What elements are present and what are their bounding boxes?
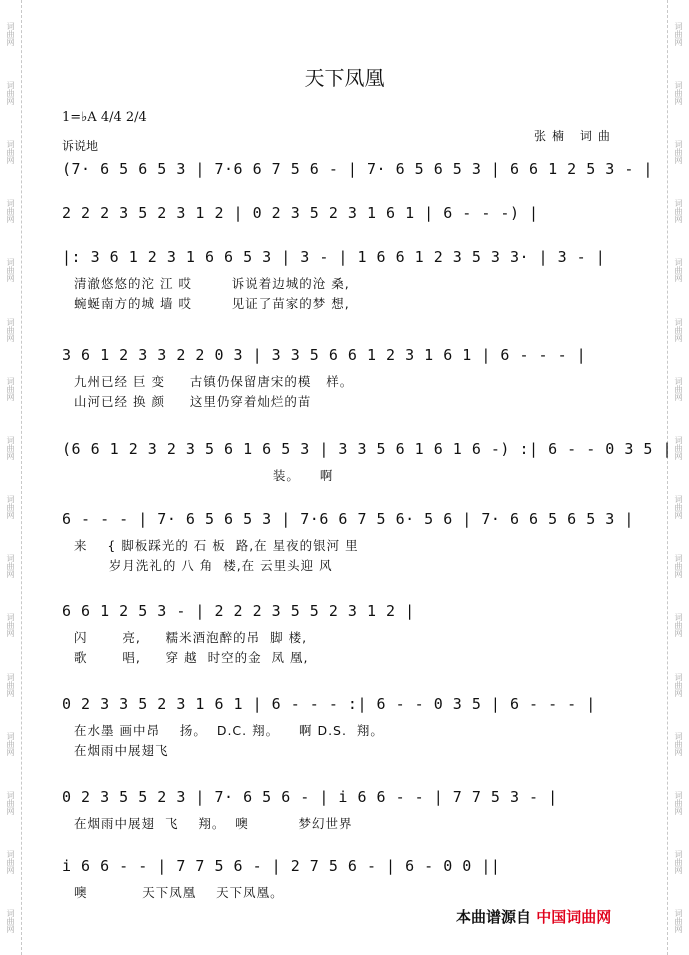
- notation-line: 0 2 3 3 5 2 3 1 6 1 | 6 - - - :| 6 - - 0 3 5 | 6 - - - |: [62, 695, 596, 713]
- watermark-text: 词曲网: [674, 791, 683, 816]
- lyric-line: 岁月洗礼的 八 角 楼,在 云里头迎 风: [74, 558, 333, 573]
- watermark-text: 词曲网: [674, 199, 683, 224]
- watermark-text: 词曲网: [674, 554, 683, 579]
- notation-line: |: 3 6 1 2 3 1 6 6 5 3 | 3 - | 1 6 6 1 2 3 5 3 3· | 3 - |: [62, 248, 606, 266]
- source-attribution: [456, 906, 611, 927]
- notation-line: 3 6 1 2 3 3 2 2 0 3 | 3 3 5 6 6 1 2 3 1 6 1 | 6 - - - |: [62, 346, 587, 364]
- watermark-text: 词曲网: [6, 909, 15, 934]
- watermark-text: 词曲网: [6, 139, 15, 164]
- watermark-text: 词曲网: [674, 731, 683, 756]
- watermark-text: 词曲网: [674, 21, 683, 46]
- watermark-text: 词曲网: [674, 258, 683, 283]
- watermark-text: 词曲网: [6, 21, 15, 46]
- lyric-line: 九州已经 巨 变 古镇仍保留唐宋的模 样。: [74, 374, 354, 389]
- watermark-text: 词曲网: [674, 317, 683, 342]
- lyric-line: 歌 唱, 穿 越 时空的金 凤 凰,: [74, 650, 309, 665]
- notation-line: 2 2 2 3 5 2 3 1 2 | 0 2 3 5 2 3 1 6 1 | 6 - - -) |: [62, 204, 539, 222]
- watermark-text: 词曲网: [6, 258, 15, 283]
- lyric-line: 清澈悠悠的沱 江 哎 诉说着边城的沧 桑,: [74, 276, 350, 291]
- watermark-text: 词曲网: [674, 495, 683, 520]
- composer-credit: 张楠 词曲: [534, 129, 616, 143]
- watermark-text: 词曲网: [6, 731, 15, 756]
- notation-line: (6 6 1 2 3 2 3 5 6 1 6 5 3 | 3 3 5 6 1 6 1 6 -) :| 6 - - 0 3 5 |: [62, 440, 672, 458]
- lyric-line: 装。 啊: [74, 468, 334, 483]
- watermark-text: 词曲网: [674, 139, 683, 164]
- lyric-line: 在烟雨中展翅飞: [74, 743, 169, 758]
- notation-line: 0 2 3 5 5 2 3 | 7· 6 5 6 - | i 6 6 - - | 7 7 5 3 - |: [62, 788, 558, 806]
- watermark-text: 词曲网: [6, 199, 15, 224]
- watermark-text: 词曲网: [674, 909, 683, 934]
- lyric-line: 噢 天下凤凰 天下凤凰。: [74, 885, 284, 900]
- watermark-text: 词曲网: [6, 376, 15, 401]
- watermark-text: 词曲网: [6, 554, 15, 579]
- watermark-text: 词曲网: [6, 80, 15, 105]
- lyric-line: 在烟雨中展翅 飞 翔。 噢 梦幻世界: [74, 816, 353, 831]
- watermark-text: 词曲网: [6, 613, 15, 638]
- source-brand-link[interactable]: 中国词曲网: [536, 908, 612, 926]
- source-prefix: 本曲谱源自: [456, 908, 532, 926]
- watermark-text: 词曲网: [674, 80, 683, 105]
- key-signature: 1=♭A 4/4 2/4: [62, 110, 147, 125]
- watermark-text: 词曲网: [6, 850, 15, 875]
- tempo-mood-marking: 诉说地: [62, 139, 99, 153]
- lyric-line: 来 { 脚板踩光的 石 板 路,在 星夜的银河 里: [74, 538, 359, 553]
- notation-line: (7· 6 5 6 5 3 | 7·6 6 7 5 6 - | 7· 6 5 6 5 3 | 6 6 1 2 5 3 - |: [62, 160, 653, 178]
- watermark-text: 词曲网: [6, 672, 15, 697]
- lyric-line: 闪 亮, 糯米酒泡醉的吊 脚 楼,: [74, 630, 308, 645]
- watermark-text: 词曲网: [6, 435, 15, 460]
- lyric-line: 在水墨 画中昂 扬。 D.C. 翔。 啊 D.S. 翔。: [74, 723, 384, 738]
- watermark-text: 词曲网: [674, 613, 683, 638]
- lyric-line: 山河已经 换 颜 这里仍穿着灿烂的苗: [74, 394, 312, 409]
- watermark-text: 词曲网: [674, 376, 683, 401]
- watermark-text: 词曲网: [674, 672, 683, 697]
- notation-line: 6 - - - | 7· 6 5 6 5 3 | 7·6 6 7 5 6· 5 6 | 7· 6 6 5 6 5 3 |: [62, 510, 634, 528]
- song-title: 天下凤凰: [304, 66, 385, 90]
- watermark-text: 词曲网: [674, 850, 683, 875]
- watermark-text: 词曲网: [6, 317, 15, 342]
- watermark-text: 词曲网: [6, 791, 15, 816]
- left-watermark-strip: [0, 0, 22, 955]
- right-watermark-strip: [667, 0, 689, 955]
- watermark-text: 词曲网: [674, 435, 683, 460]
- lyric-line: 蜿蜒南方的城 墙 哎 见证了苗家的梦 想,: [74, 296, 350, 311]
- watermark-text: 词曲网: [6, 495, 15, 520]
- notation-line: 6 6 1 2 5 3 - | 2 2 2 3 5 5 2 3 1 2 |: [62, 602, 415, 620]
- notation-line: i 6 6 - - | 7 7 5 6 - | 2 7 5 6 - | 6 - 0 0 ||: [62, 857, 501, 875]
